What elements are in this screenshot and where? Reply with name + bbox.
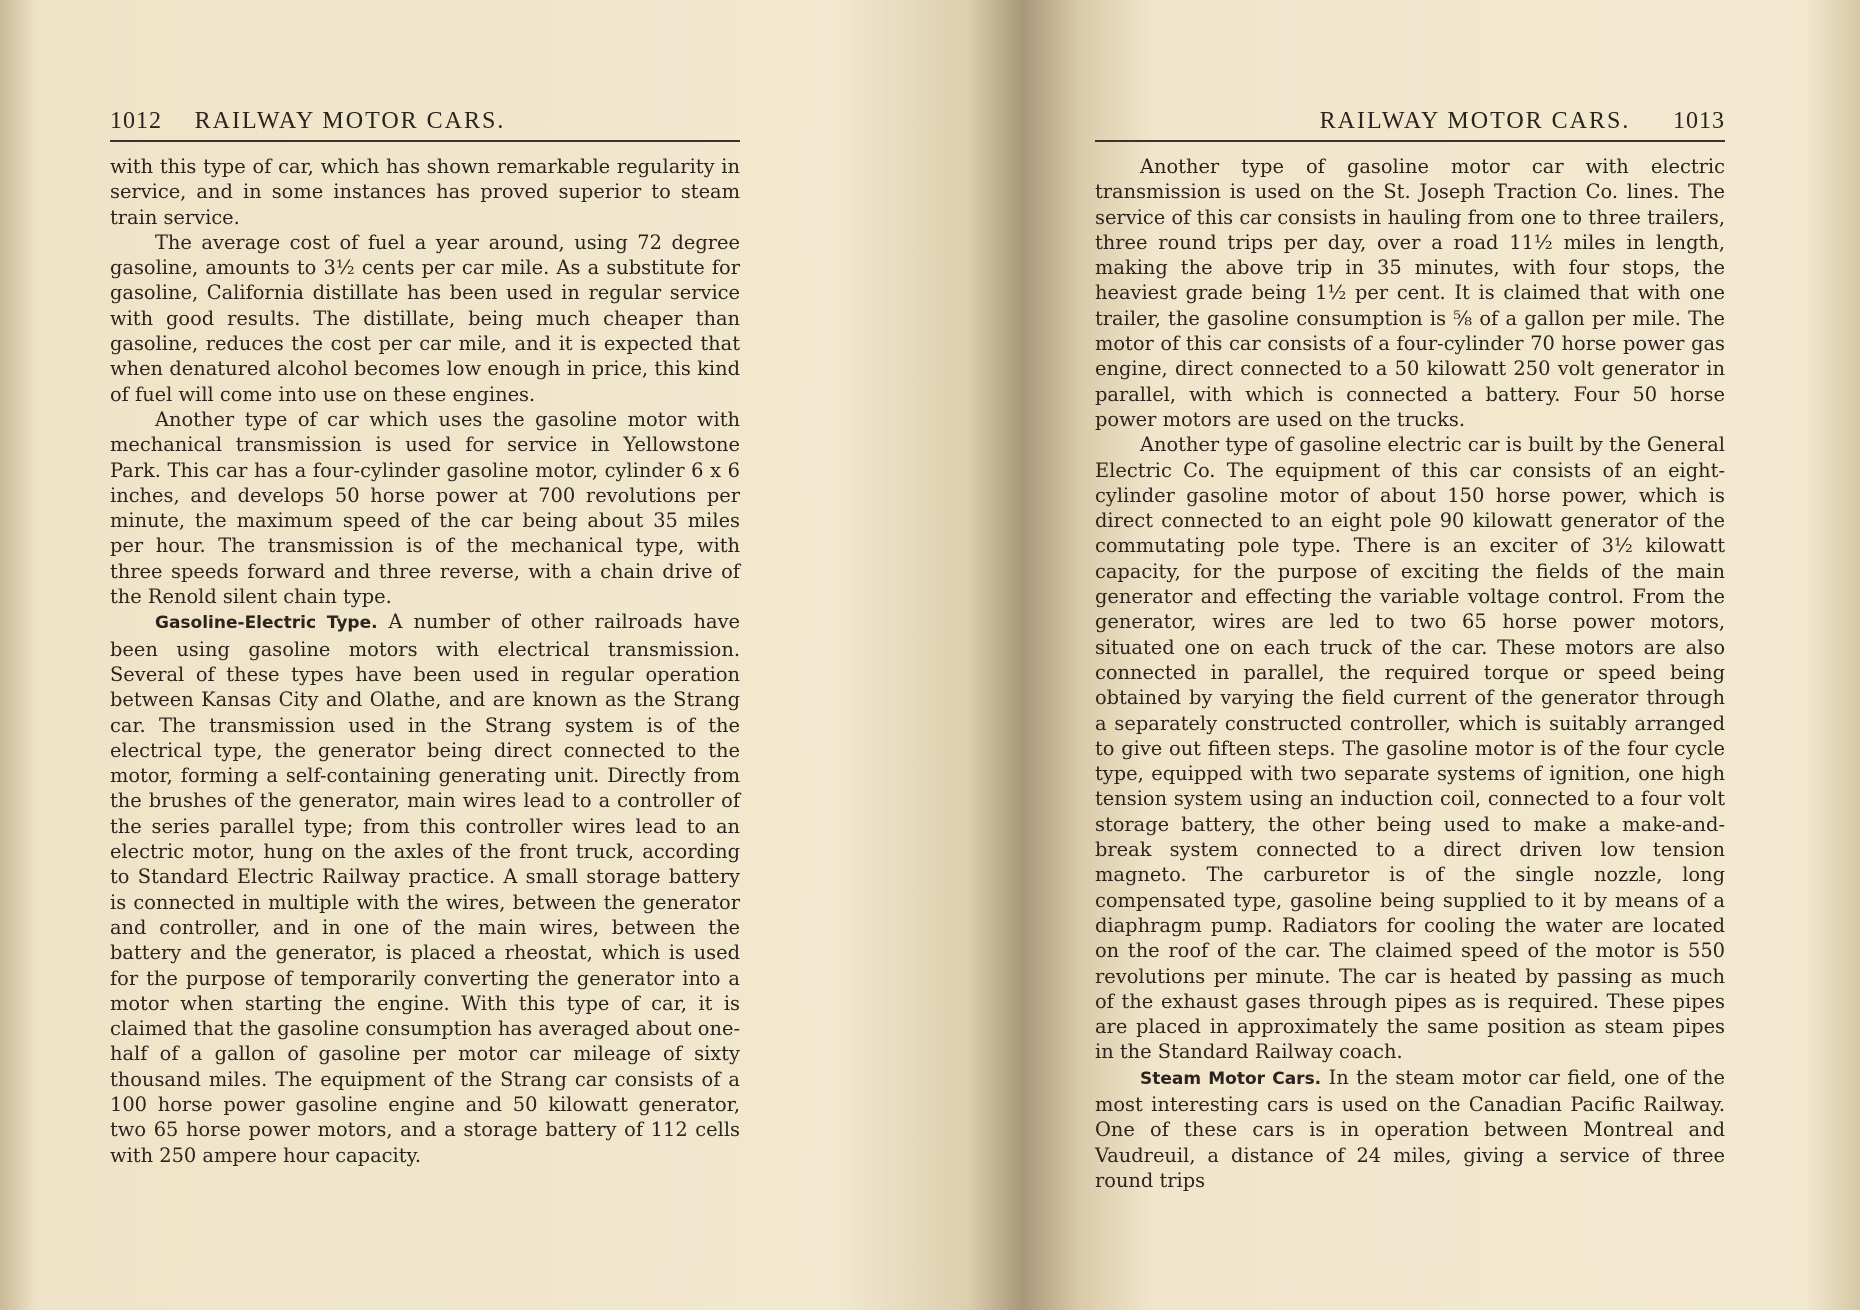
paragraph: Another type of gasoline electric car is built by the General Electric Co. The equipment of this car consists of an eight-cylinder gasoline motor of about 150 horse power, which is direct connected to an eight pole 90 kilowatt generator of the commutating pole type. There is an exciter of 3½ kilowatt capacity, for the purpose of exciting the fields of the main generator and effecting the variable voltage control. From the generator, wires are led to two 65 horse power motors, situated one on each truck of the car. These motors are also connected in parallel, the required torque or speed being obtained by varying the field current of the generator through a separately constructed controller, which is suitably arranged to give out fifteen steps. The gasoline motor is of the four cycle type, equipped with two separate systems of ignition, one high tension system using an induction coil, connected to a four volt storage battery, the other being used to make a make-and-break system connected to a direct driven low tension magneto. The carburetor is of the single nozzle, long compensated type, gasoline being supplied to it by means of a diaphragm pump. Radiators for cooling the water are located on the roof of the car. The claimed speed of the motor is 550 revolutions per minute. The car is heated by passing as much of the exhaust gases through pipes as is required. These pipes are placed in approximately the same position as steam pipes in the Standard Railway coach. bbox=[1095, 433, 1725, 1064]
paragraph: Another type of gasoline motor car with electric transmission is used on the St. Joseph Traction Co. lines. The service of this car consists in hauling from one to three trailers, three round trips per day, over a road 11½ miles in length, making the above trip in 35 minutes, with four stops, the heaviest grade being 1½ per cent. It is claimed that with one trailer, the gasoline consumption is ⅝ of a gallon per mile. The motor of this car consists of a four-cylinder 70 horse power gas engine, direct connected to a 50 kilowatt 250 volt generator in parallel, with which is connected a battery. Four 50 horse power motors are used on the trucks. bbox=[1095, 155, 1725, 431]
right-page bbox=[1095, 100, 1725, 1193]
paragraph: Another type of car which uses the gasoline motor with mechanical transmission is used for service in Yellowstone Park. This car has a four-cylinder gasoline motor, cylinder 6 x 6 inches, and develops 50 horse power at 700 revolutions per minute, the maximum speed of the car being about 35 miles per hour. The transmission is of the mechanical type, with three speeds forward and three reverse, with a chain drive of the Renold silent chain type. bbox=[110, 407, 740, 609]
run-in-heading: Steam Motor Cars. bbox=[1140, 1068, 1322, 1089]
right-page-number: 1013 bbox=[1673, 108, 1725, 134]
paragraph: with this type of car, which has shown remarkable regularity in service, and in some instances has proved superior to steam train service. bbox=[110, 155, 740, 229]
run-in-heading: Gasoline-Electric Type. bbox=[155, 613, 378, 634]
right-page-header bbox=[1095, 100, 1725, 142]
paragraph: Gasoline-Electric Type. A number of other railroads have been using gasoline motors with electrical transmission. Several of these types have been used in regular operation between Kansas City and Olathe, and are known as the Strang car. The transmission used in the Strang system is of the electrical type, the generator being direct connected to the motor, forming a self-containing generating unit. Directly from the brushes of the generator, main wires lead to a controller of the series parallel type; from this controller wires lead to an electric motor, hung on the axles of the front truck, according to Standard Electric Railway practice. A small storage battery is connected in multiple with the wires, between the generator and controller, and in one of the main wires, between the battery and the generator, is placed a rheostat, which is used for the purpose of temporarily converting the generator into a motor when starting the engine. With this type of car, it is claimed that the gasoline consumption has averaged about one-half of a gallon of gasoline per motor car mileage of sixty thousand miles. The equipment of the Strang car consists of a 100 horse power gasoline engine and 50 kilowatt generator, two 65 horse power motors, and a storage battery of 112 cells with 250 ampere hour capacity. bbox=[110, 610, 740, 1167]
left-page-body bbox=[110, 154, 740, 1168]
left-page bbox=[110, 100, 740, 1168]
left-running-title: RAILWAY MOTOR CARS. bbox=[194, 108, 506, 134]
right-page-body bbox=[1095, 154, 1725, 1193]
left-page-number: 1012 bbox=[110, 108, 162, 134]
paragraph: The average cost of fuel a year around, using 72 degree gasoline, amounts to 3½ cents per car mile. As a substitute for gasoline, California distillate has been used in regular service with good results. The distillate, being much cheaper than gasoline, reduces the cost per car mile, and it is expected that when denatured alcohol becomes low enough in price, this kind of fuel will come into use on these engines. bbox=[110, 230, 740, 406]
paragraph: Steam Motor Cars. In the steam motor car field, one of the most interesting cars is used on the Canadian Pacific Railway. One of these cars is in operation between Montreal and Vaudreuil, a distance of 24 miles, giving a service of three round trips bbox=[1095, 1065, 1725, 1192]
right-running-title: RAILWAY MOTOR CARS. bbox=[1319, 108, 1631, 134]
left-page-header bbox=[110, 100, 740, 142]
